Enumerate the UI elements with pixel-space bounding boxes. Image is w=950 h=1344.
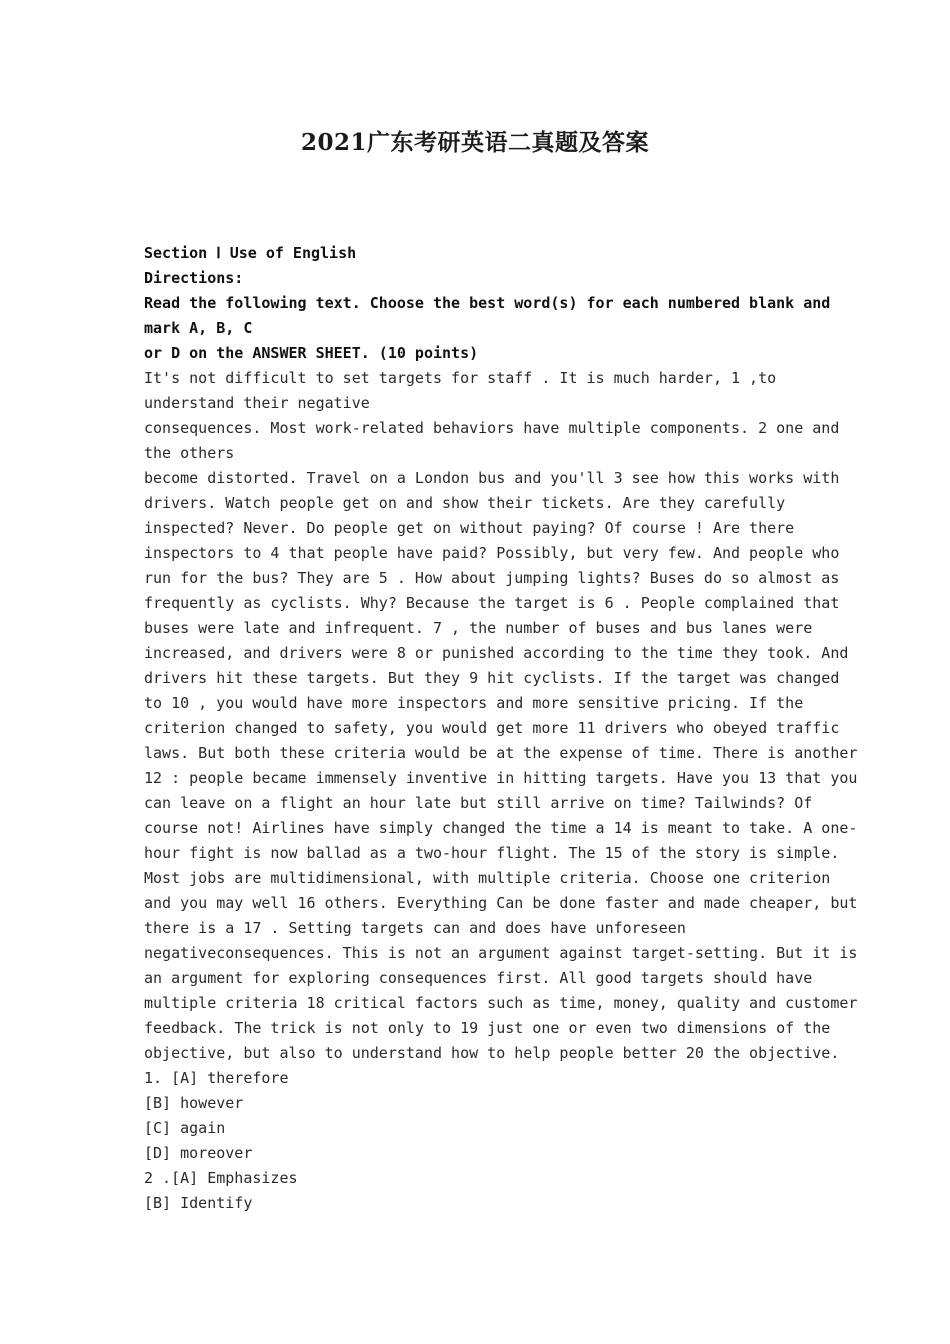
passage-line: to 10 , you would have more inspectors and more sensitive pricing. If the	[144, 694, 804, 712]
passage-line: there is a 17 . Setting targets can and does have unforeseen	[144, 919, 686, 937]
directions-text-line: Read the following text. Choose the best word(s) for each numbered blank and	[144, 294, 831, 312]
passage-line: consequences. Most work-related behaviors have multiple components. 2 one and	[144, 419, 840, 437]
passage-line: course not! Airlines have simply changed the time a 14 is meant to take. A one-	[144, 819, 858, 837]
passage-line: laws. But both these criteria would be at the expense of time. There is another	[144, 744, 858, 762]
passage-line: drivers. Watch people get on and show their tickets. Are they carefully	[144, 494, 786, 512]
directions-label: Directions:	[144, 269, 244, 287]
question-option: [D] moreover	[144, 1144, 253, 1162]
passage-block	[144, 366, 858, 1066]
passage-line: run for the bus? They are 5 . How about jumping lights? Buses do so almost as	[144, 569, 840, 587]
passage-line: 12 : people became immensely inventive in hitting targets. Have you 13 that you	[144, 769, 858, 787]
passage-line: negativeconsequences. This is not an argument against target-setting. But it is	[144, 944, 858, 962]
passage-line: the others	[144, 444, 235, 462]
passage-line: become distorted. Travel on a London bus and you'll 3 see how this works with	[144, 469, 840, 487]
document-body	[144, 241, 858, 1216]
question-option: [C] again	[144, 1119, 226, 1137]
passage-line: multiple criteria 18 critical factors such as time, money, quality and customer	[144, 994, 858, 1012]
passage-line: hour fight is now ballad as a two-hour flight. The 15 of the story is simple.	[144, 844, 840, 862]
question-option: 2 .[A] Emphasizes	[144, 1169, 298, 1187]
directions-block	[144, 241, 831, 366]
question-option: [B] Identify	[144, 1194, 253, 1212]
section-heading: Section Ⅰ Use of English	[144, 244, 357, 262]
passage-line: and you may well 16 others. Everything Can be done faster and made cheaper, but	[144, 894, 858, 912]
passage-line: understand their negative	[144, 394, 370, 412]
passage-line: objective, but also to understand how to help people better 20 the objective.	[144, 1044, 840, 1062]
question-option: 1. [A] therefore	[144, 1069, 289, 1087]
passage-line: drivers hit these targets. But they 9 hit cyclists. If the target was changed	[144, 669, 840, 687]
directions-text-line: mark A, B, C	[144, 319, 253, 337]
directions-text-line: or D on the ANSWER SHEET. (10 points)	[144, 344, 479, 362]
passage-line: buses were late and infrequent. 7 , the number of buses and bus lanes were	[144, 619, 813, 637]
passage-line: can leave on a flight an hour late but still arrive on time? Tailwinds? Of	[144, 794, 813, 812]
passage-line: inspected? Never. Do people get on without paying? Of course ! Are there	[144, 519, 795, 537]
passage-line: It's not difficult to set targets for staff . It is much harder, 1 ,to	[144, 369, 777, 387]
document-title: 2021广东考研英语二真题及答案	[300, 129, 649, 156]
passage-line: an argument for exploring consequences first. All good targets should have	[144, 969, 813, 987]
passage-line: inspectors to 4 that people have paid? Possibly, but very few. And people who	[144, 544, 840, 562]
options-block	[144, 1066, 810, 1216]
question-option: [B] however	[144, 1094, 244, 1112]
passage-line: criterion changed to safety, you would get more 11 drivers who obeyed traffic	[144, 719, 840, 737]
passage-line: increased, and drivers were 8 or punished according to the time they took. And	[144, 644, 849, 662]
passage-line: Most jobs are multidimensional, with multiple criteria. Choose one criterion	[144, 869, 831, 887]
passage-line: feedback. The trick is not only to 19 just one or even two dimensions of the	[144, 1019, 831, 1037]
passage-line: frequently as cyclists. Why? Because the target is 6 . People complained that	[144, 594, 840, 612]
